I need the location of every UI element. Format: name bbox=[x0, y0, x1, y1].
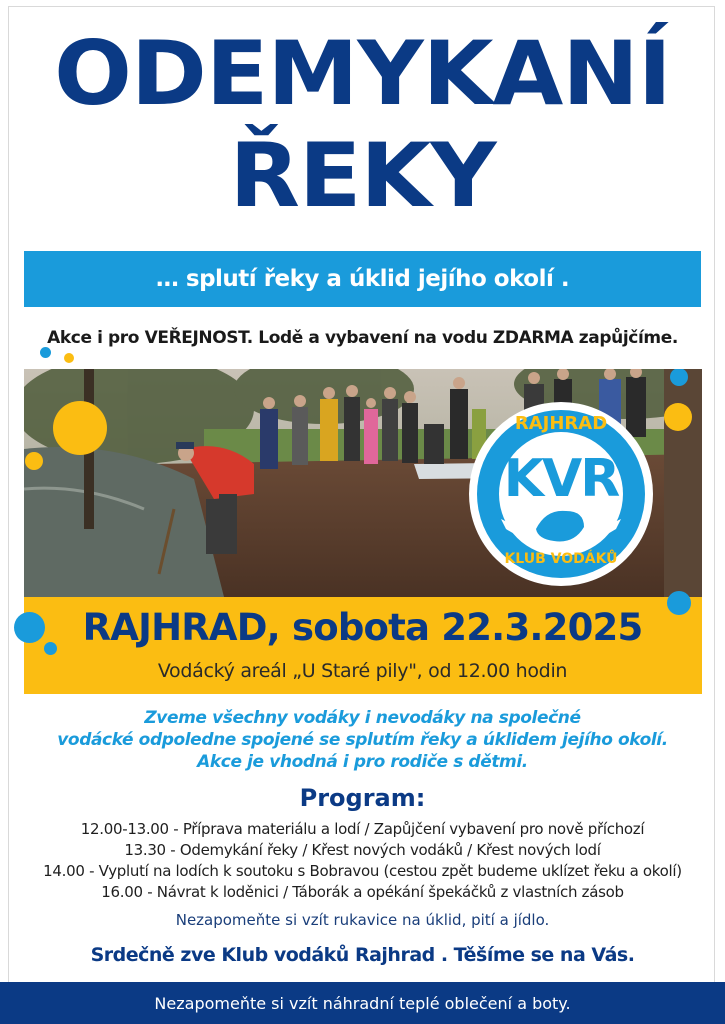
invitation-text bbox=[0, 707, 725, 773]
program-list bbox=[0, 819, 725, 903]
program-item: 16.00 - Návrat k loděnici / Táborák a opékání špekáčků z vlastních zásob bbox=[101, 883, 624, 901]
subtitle-text: … splutí řeky a úklid jejího okolí . bbox=[155, 266, 570, 292]
poster-title-line2: ŘEKY bbox=[229, 124, 496, 227]
program-item: 12.00-13.00 - Příprava materiálu a lodí / Zapůjčení vybavení pro nově příchozí bbox=[80, 820, 645, 838]
reminder-text: Nezapomeňte si vzít rukavice na úklid, pití a jídlo. bbox=[175, 911, 550, 929]
program-item: 13.30 - Odemykání řeky / Křest nových vodáků / Křest nových lodí bbox=[124, 841, 601, 859]
welcome-text: Srdečně zve Klub vodáků Rajhrad . Těšíme se na Vás. bbox=[90, 944, 635, 966]
event-photo bbox=[24, 369, 702, 597]
program-item: 14.00 - Vyplutí na lodích k soutoku s Bobravou (cestou zpět budeme uklízet řeku a okolí) bbox=[43, 862, 682, 880]
logo-monogram: KVR bbox=[503, 449, 619, 509]
footer-band bbox=[0, 982, 725, 1024]
logo-bottom-text: KLUB VODÁKŮ bbox=[504, 551, 618, 567]
event-title: RAJHRAD, sobota 22.3.2025 bbox=[82, 606, 643, 649]
event-place-time: Vodácký areál „U Staré pily", od 12.00 hodin bbox=[157, 660, 568, 682]
poster-title-line1: ODEMYKANÍ bbox=[54, 22, 671, 125]
program-title: Program: bbox=[299, 784, 426, 812]
invitation-line: Akce je vhodná i pro rodiče s dětmi. bbox=[197, 752, 528, 772]
invitation-line: Zveme všechny vodáky i nevodáky na společné bbox=[144, 708, 581, 728]
public-notice: Akce i pro VEŘEJNOST. Lodě a vybavení na vodu ZDARMA zapůjčíme. bbox=[47, 328, 678, 348]
logo-top-text: RAJHRAD bbox=[514, 413, 608, 434]
footer-text: Nezapomeňte si vzít náhradní teplé oblečení a boty. bbox=[154, 993, 571, 1013]
decor-dot bbox=[64, 353, 74, 363]
subtitle-band bbox=[24, 251, 701, 307]
club-logo bbox=[466, 399, 656, 589]
invitation-line: vodácké odpoledne spojené se splutím řeky a úklidem jejího okolí. bbox=[57, 730, 668, 750]
decor-dot bbox=[40, 347, 51, 358]
